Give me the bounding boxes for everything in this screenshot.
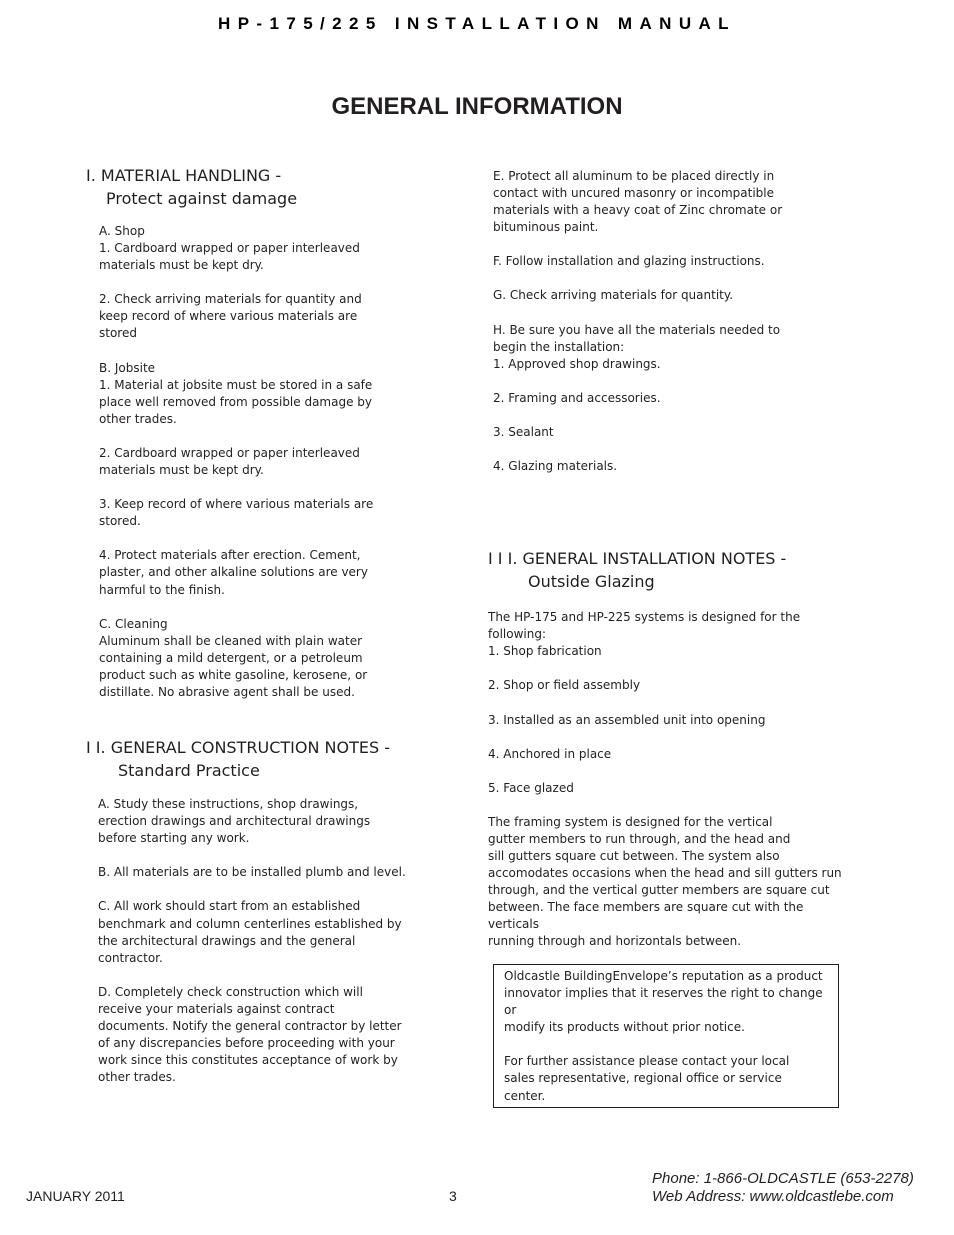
handling-note-f: F. Follow installation and glazing instructions. bbox=[493, 254, 765, 269]
jobsite-item-4: 4. Protect materials after erection. Cement, plaster, and other alkaline solutions are very harmful to the finish. bbox=[99, 548, 368, 597]
shop-label: A. Shop bbox=[99, 224, 145, 238]
shop-item-1: 1. Cardboard wrapped or paper interleaved materials must be kept dry. bbox=[99, 241, 360, 273]
section-subtitle: Standard Practice bbox=[118, 761, 260, 781]
construction-note-a: A. Study these instructions, shop drawings, erection drawings and architectural drawings before starting any work. bbox=[98, 797, 371, 846]
right-column bbox=[488, 168, 858, 951]
handling-note-h-item-3: 3. Sealant bbox=[493, 424, 554, 439]
installation-item-1: 1. Shop fabrication bbox=[488, 644, 602, 659]
notice-box bbox=[493, 964, 839, 1108]
construction-note-c: C. All work should start from an established benchmark and column centerlines established by the architectural drawings and the general contractor. bbox=[98, 899, 402, 965]
footer-date: JANUARY 2011 bbox=[26, 1188, 125, 1204]
section-heading-material-handling bbox=[86, 164, 416, 210]
installation-item-2: 2. Shop or field assembly bbox=[488, 678, 641, 693]
cleaning-label: C. Cleaning bbox=[99, 616, 168, 631]
footer-contact bbox=[652, 1170, 914, 1206]
section-heading-construction-notes bbox=[86, 736, 416, 782]
section-title: I I. GENERAL CONSTRUCTION NOTES - bbox=[86, 738, 390, 758]
installation-item-4: 4. Anchored in place bbox=[488, 746, 612, 761]
installation-intro: The HP-175 and HP-225 systems is designed for the following: bbox=[488, 610, 801, 642]
footer-phone: Phone: 1-866-OLDCASTLE (653-2278) bbox=[652, 1170, 914, 1187]
construction-note-b: B. All materials are to be installed plumb and level. bbox=[98, 865, 406, 880]
notice-contact-text: For further assistance please contact your local sales representative, regional office or service center. bbox=[504, 1054, 790, 1103]
installation-item-5: 5. Face glazed bbox=[488, 780, 574, 795]
section-title: I I I. GENERAL INSTALLATION NOTES - bbox=[488, 549, 787, 569]
jobsite-item-3: 3. Keep record of where various materials are stored. bbox=[99, 497, 374, 529]
section-subtitle: Outside Glazing bbox=[528, 572, 655, 592]
jobsite-item-2: 2. Cardboard wrapped or paper interleaved materials must be kept dry. bbox=[99, 445, 360, 478]
left-column bbox=[86, 164, 416, 1086]
page-title: GENERAL INFORMATION bbox=[331, 93, 623, 120]
handling-note-h-item-2: 2. Framing and accessories. bbox=[493, 390, 661, 405]
page-number: 3 bbox=[449, 1188, 457, 1204]
jobsite-label: B. Jobsite bbox=[99, 360, 156, 375]
handling-note-h-item-1: 1. Approved shop drawings. bbox=[493, 356, 661, 371]
handling-note-e: E. Protect all aluminum to be placed directly in contact with uncured masonry or incompatible materials with a heavy coat of Zinc chromate or bituminous paint. bbox=[493, 169, 783, 235]
manual-header-title: HP-175/225 INSTALLATION MANUAL bbox=[218, 14, 736, 33]
footer-web-address: Web Address: www.oldcastlebe.com bbox=[652, 1188, 894, 1205]
notice-reputation-text: Oldcastle BuildingEnvelope’s reputation as a product innovator implies that it reserves the right to change or modify its products without prior notice. bbox=[504, 969, 823, 1035]
handling-note-g: G. Check arriving materials for quantity. bbox=[493, 288, 734, 303]
jobsite-item-1: 1. Material at jobsite must be stored in a safe place well removed from possible damage by other trades. bbox=[99, 377, 373, 426]
construction-note-d: D. Completely check construction which will receive your materials against contract documents. Notify the general contractor by letter of any discrepancies before proceeding with your work since this constitutes acceptance of work by other trades. bbox=[98, 984, 402, 1085]
handling-note-h: H. Be sure you have all the materials needed to begin the installation: bbox=[493, 322, 781, 354]
shop-item-2: 2. Check arriving materials for quantity and keep record of where various materials are stored bbox=[99, 292, 362, 341]
cleaning-text: Aluminum shall be cleaned with plain water containing a mild detergent, or a petroleum product such as white gasoline, kerosene, or distillate. No abrasive agent shall be used. bbox=[99, 633, 368, 699]
section-heading-installation-notes bbox=[488, 547, 858, 593]
section-title: I. MATERIAL HANDLING - bbox=[86, 166, 282, 185]
installation-item-3: 3. Installed as an assembled unit into opening bbox=[488, 712, 766, 727]
framing-system-paragraph: The framing system is designed for the vertical gutter members to run through, and the head and sill gutters square cut between. The system also accomodates occasions when the head and sill gutters run through, and the vertical gutter members are square cut between. The face members are square cut with the verticals running through and horizontals between. bbox=[488, 814, 842, 949]
section-subtitle: Protect against damage bbox=[106, 189, 298, 208]
handling-note-h-item-4: 4. Glazing materials. bbox=[493, 459, 618, 474]
